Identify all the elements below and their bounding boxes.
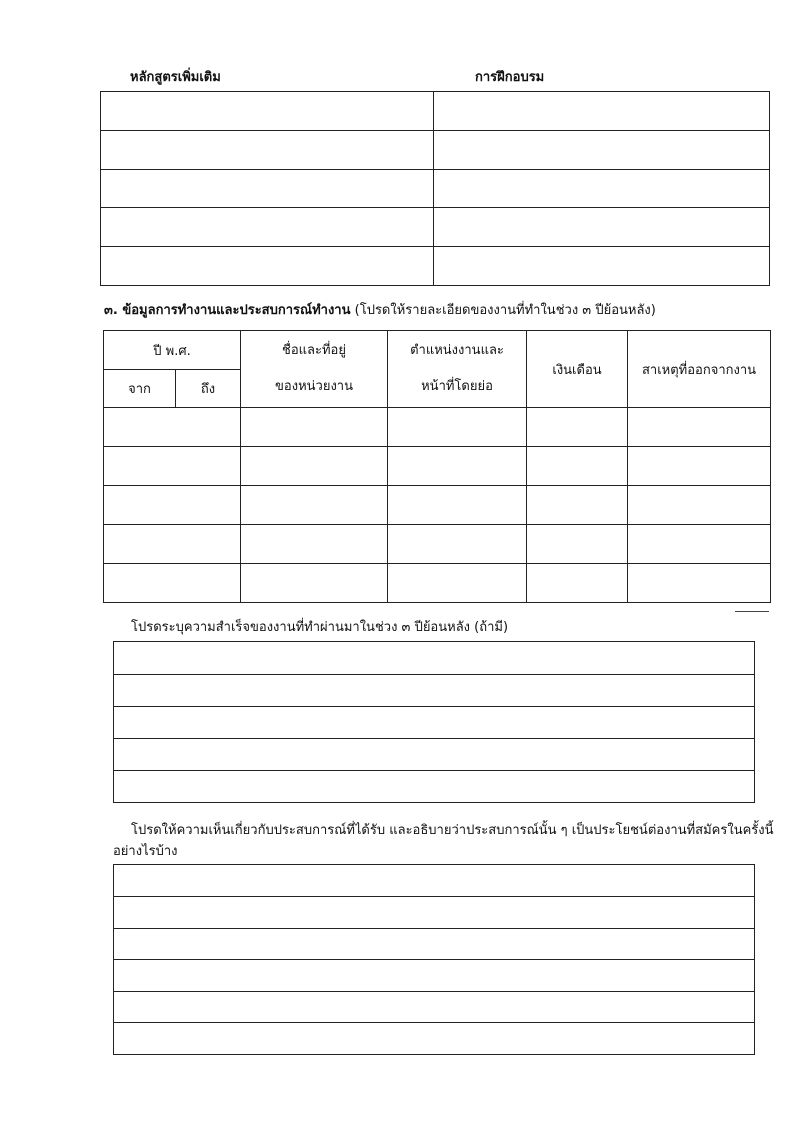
writing-line bbox=[114, 896, 754, 897]
col-header-training: การฝึกอบรม bbox=[475, 70, 545, 85]
opinion-prompt-line2: อย่างไรบ้าง bbox=[113, 844, 178, 859]
table-cell[interactable] bbox=[388, 525, 527, 564]
achievements-box[interactable] bbox=[113, 641, 755, 803]
table-cell[interactable] bbox=[104, 486, 241, 525]
table-cell[interactable] bbox=[241, 525, 388, 564]
year-header: ปี พ.ศ. bbox=[104, 331, 241, 370]
table-cell[interactable] bbox=[628, 408, 771, 447]
table-cell[interactable] bbox=[628, 486, 771, 525]
writing-line bbox=[114, 770, 754, 771]
table-cell[interactable] bbox=[101, 247, 434, 286]
writing-line bbox=[114, 706, 754, 707]
writing-line bbox=[114, 738, 754, 739]
table-cell[interactable] bbox=[101, 208, 434, 247]
opinion-box[interactable] bbox=[113, 864, 755, 1055]
table-cell[interactable] bbox=[388, 447, 527, 486]
writing-line bbox=[114, 928, 754, 929]
org-header: ชื่อและที่อยู่ ของหน่วยงาน bbox=[241, 331, 388, 408]
table-cell[interactable] bbox=[104, 525, 241, 564]
table-cell[interactable] bbox=[241, 564, 388, 603]
writing-line bbox=[114, 674, 754, 675]
from-header: จาก bbox=[104, 370, 176, 408]
table-cell[interactable] bbox=[241, 447, 388, 486]
salary-header: เงินเดือน bbox=[527, 331, 628, 408]
table-cell[interactable] bbox=[104, 447, 241, 486]
to-header: ถึง bbox=[176, 370, 241, 408]
courses-training-table bbox=[100, 91, 770, 286]
table-cell[interactable] bbox=[101, 170, 434, 208]
col-header-additional-courses: หลักสูตรเพิ่มเติม bbox=[130, 70, 221, 85]
table-cell[interactable] bbox=[104, 408, 241, 447]
table-cell[interactable] bbox=[628, 564, 771, 603]
table-cell[interactable] bbox=[434, 131, 770, 170]
table-cell[interactable] bbox=[241, 408, 388, 447]
table-cell[interactable] bbox=[101, 131, 434, 170]
work-experience-table bbox=[103, 330, 771, 603]
opinion-prompt-line1: โปรดให้ความเห็นเกี่ยวกับประสบการณ์ที่ได้รับ และอธิบายว่าประสบการณ์นั้น ๆ เป็นประโยชน์ต่องานที่สมัครในครั้งนี้ bbox=[131, 823, 774, 838]
table-cell[interactable] bbox=[241, 486, 388, 525]
table-cell[interactable] bbox=[527, 486, 628, 525]
table-cell[interactable] bbox=[104, 564, 241, 603]
table-cell[interactable] bbox=[388, 408, 527, 447]
writing-line bbox=[114, 991, 754, 992]
section-3-note: (โปรดให้รายละเอียดของงานที่ทำในช่วง ๓ ปีย้อนหลัง) bbox=[354, 303, 656, 318]
position-header: ตำแหน่งงานและ หน้าที่โดยย่อ bbox=[388, 331, 527, 408]
section-3-title: ๓. ข้อมูลการทำงานและประสบการณ์ทำงาน bbox=[104, 303, 351, 318]
writing-line bbox=[114, 959, 754, 960]
table-cell[interactable] bbox=[628, 447, 771, 486]
table-cell[interactable] bbox=[527, 408, 628, 447]
table-cell[interactable] bbox=[527, 525, 628, 564]
table-cell[interactable] bbox=[434, 92, 770, 131]
achievements-prompt: โปรดระบุความสำเร็จของงานที่ทำผ่านมาในช่วง ๓ ปีย้อนหลัง (ถ้ามี) bbox=[131, 620, 509, 635]
table-cell[interactable] bbox=[527, 447, 628, 486]
writing-line bbox=[114, 1022, 754, 1023]
table-cell[interactable] bbox=[434, 170, 770, 208]
table-cell[interactable] bbox=[434, 247, 770, 286]
stray-mark bbox=[735, 611, 769, 612]
table-cell[interactable] bbox=[388, 564, 527, 603]
section-3-heading bbox=[104, 299, 656, 320]
table-cell[interactable] bbox=[434, 208, 770, 247]
table-cell[interactable] bbox=[628, 525, 771, 564]
reason-header: สาเหตุที่ออกจากงาน bbox=[628, 331, 771, 408]
table-cell[interactable] bbox=[101, 92, 434, 131]
table-cell[interactable] bbox=[388, 486, 527, 525]
table-cell[interactable] bbox=[527, 564, 628, 603]
